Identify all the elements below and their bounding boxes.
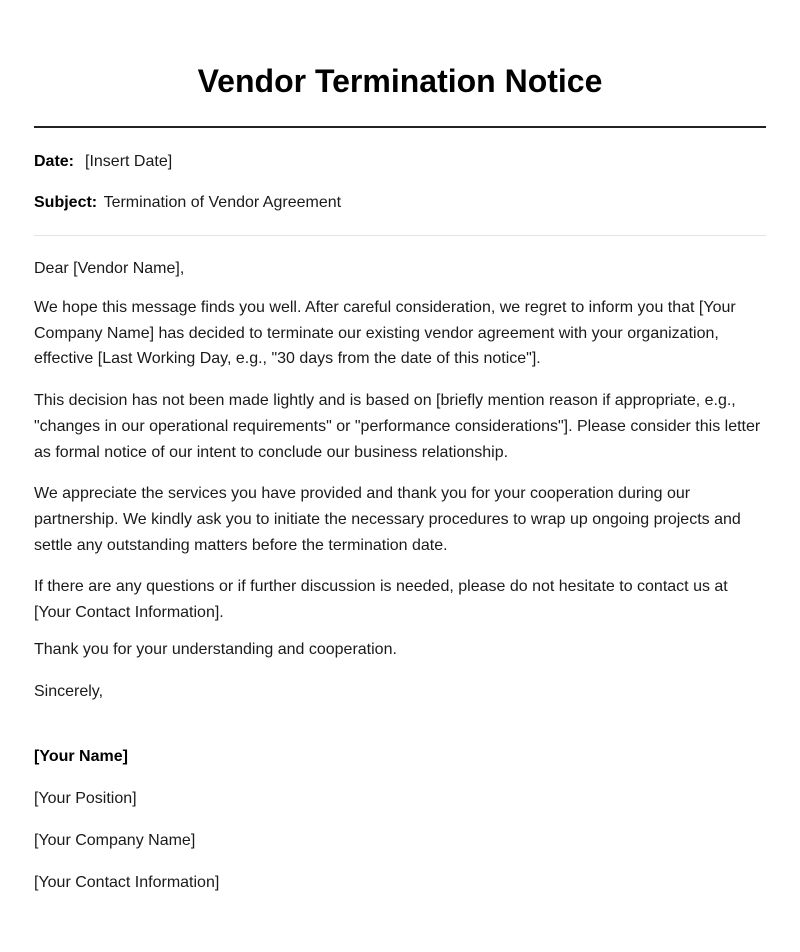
closing-line: Thank you for your understanding and cooperation. — [34, 640, 397, 658]
letter-body — [34, 259, 766, 702]
body-paragraph-4: If there are any questions or if further discussion is needed, please do not hesitate to contact us at [Your Contact Information]. — [34, 578, 728, 622]
sign-off: Sincerely, — [34, 682, 104, 700]
letter-meta — [34, 152, 766, 213]
title-divider — [34, 126, 766, 128]
date-value: [Insert Date] — [85, 153, 173, 170]
signature-position: [Your Position] — [34, 789, 137, 807]
date-label: Date: — [34, 153, 75, 170]
signature-contact: [Your Contact Information] — [34, 873, 220, 891]
body-paragraph-3: We appreciate the services you have provided and thank you for your cooperation during our partnership. We kindly ask you to initiate the necessary procedures to wrap up ongoing projects and settle any outstanding matters before the termination date. — [34, 485, 741, 554]
signature-company: [Your Company Name] — [34, 831, 196, 849]
body-paragraph-1: We hope this message finds you well. After careful consideration, we regret to inform you that [Your Company Name] has decided to terminate our existing vendor agreement with your organization, effective [Last Working Day, e.g., "30 days from the date of this notice"]. — [34, 299, 736, 368]
signature-name: [Your Name] — [34, 747, 128, 765]
subject-value: Termination of Vendor Agreement — [103, 194, 342, 211]
salutation: Dear [Vendor Name], — [34, 260, 185, 277]
date-row — [34, 152, 766, 172]
body-paragraph-2: This decision has not been made lightly and is based on [briefly mention reason if appropriate, e.g., "changes in our operational requirements" or "performance considerations"]. Please consider this letter as formal notice of our intent to conclude our business relationship. — [34, 392, 761, 461]
document-title: Vendor Termination Notice — [197, 63, 603, 99]
subject-label: Subject: — [34, 194, 98, 211]
subject-row — [34, 193, 766, 213]
signature-block — [34, 747, 766, 893]
meta-divider — [34, 235, 766, 236]
